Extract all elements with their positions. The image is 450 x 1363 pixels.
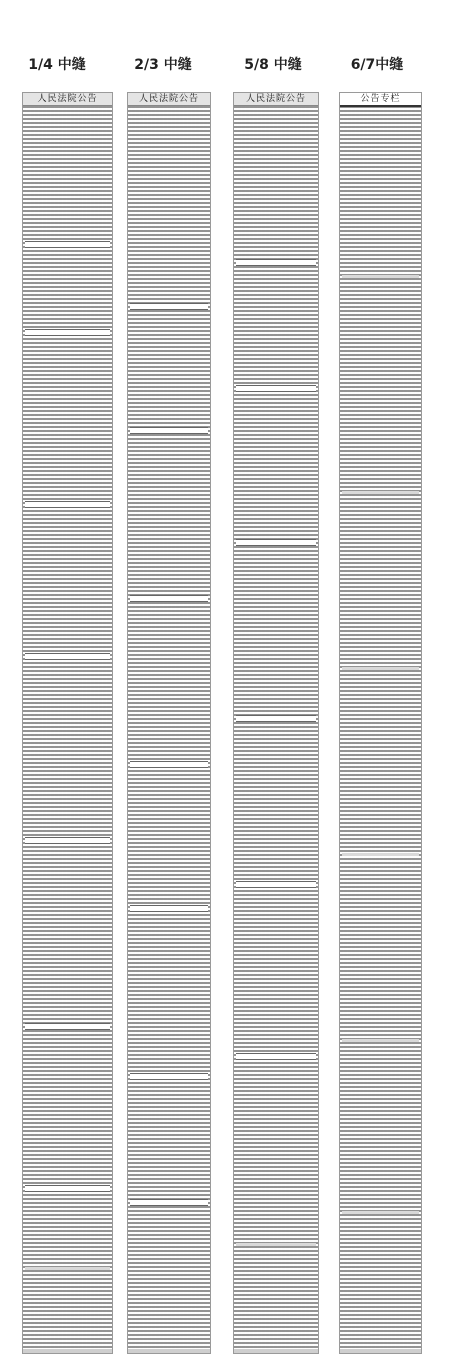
- column-header-2: 人民法院公告: [128, 93, 210, 106]
- column-header-1: 人民法院公告: [23, 93, 112, 106]
- section-divider: [342, 667, 419, 670]
- newspaper-column-2: [127, 92, 211, 1354]
- column-label-4: 6/7中缝: [350, 57, 404, 73]
- section-divider: [342, 275, 419, 278]
- section-divider: [25, 241, 110, 248]
- newspaper-column-4: [339, 92, 422, 1354]
- section-divider: [236, 881, 316, 888]
- section-divider: [342, 853, 419, 856]
- section-divider: [342, 1211, 419, 1214]
- column-label-1: 1/4 中缝: [28, 57, 86, 73]
- section-divider: [236, 1053, 316, 1060]
- section-divider: [236, 715, 316, 722]
- section-divider: [130, 761, 208, 768]
- section-divider: [25, 653, 110, 660]
- section-divider: [130, 303, 208, 310]
- column-footer: [23, 1349, 112, 1353]
- section-divider: [25, 1267, 110, 1270]
- section-divider: [25, 1185, 110, 1192]
- section-divider: [25, 501, 110, 508]
- column-header-3: 人民法院公告: [234, 93, 318, 106]
- column-label-3: 5/8 中缝: [244, 57, 302, 73]
- column-footer: [128, 1349, 210, 1353]
- section-divider: [130, 1199, 208, 1206]
- newspaper-column-1: [22, 92, 113, 1354]
- section-divider: [25, 329, 110, 336]
- column-footer: [234, 1349, 318, 1353]
- newspaper-column-3: [233, 92, 319, 1354]
- section-divider: [130, 905, 208, 912]
- section-divider: [236, 259, 316, 266]
- section-divider: [25, 837, 110, 844]
- section-divider: [342, 491, 419, 494]
- column-header-4: 公告专栏: [340, 93, 421, 107]
- section-divider: [236, 1243, 316, 1246]
- column-footer: [340, 1349, 421, 1353]
- section-divider: [25, 1023, 110, 1030]
- section-divider: [236, 539, 316, 546]
- section-divider: [130, 427, 208, 434]
- section-divider: [130, 1073, 208, 1080]
- section-divider: [342, 1039, 419, 1042]
- section-divider: [130, 595, 208, 602]
- section-divider: [236, 385, 316, 392]
- column-label-2: 2/3 中缝: [134, 57, 192, 73]
